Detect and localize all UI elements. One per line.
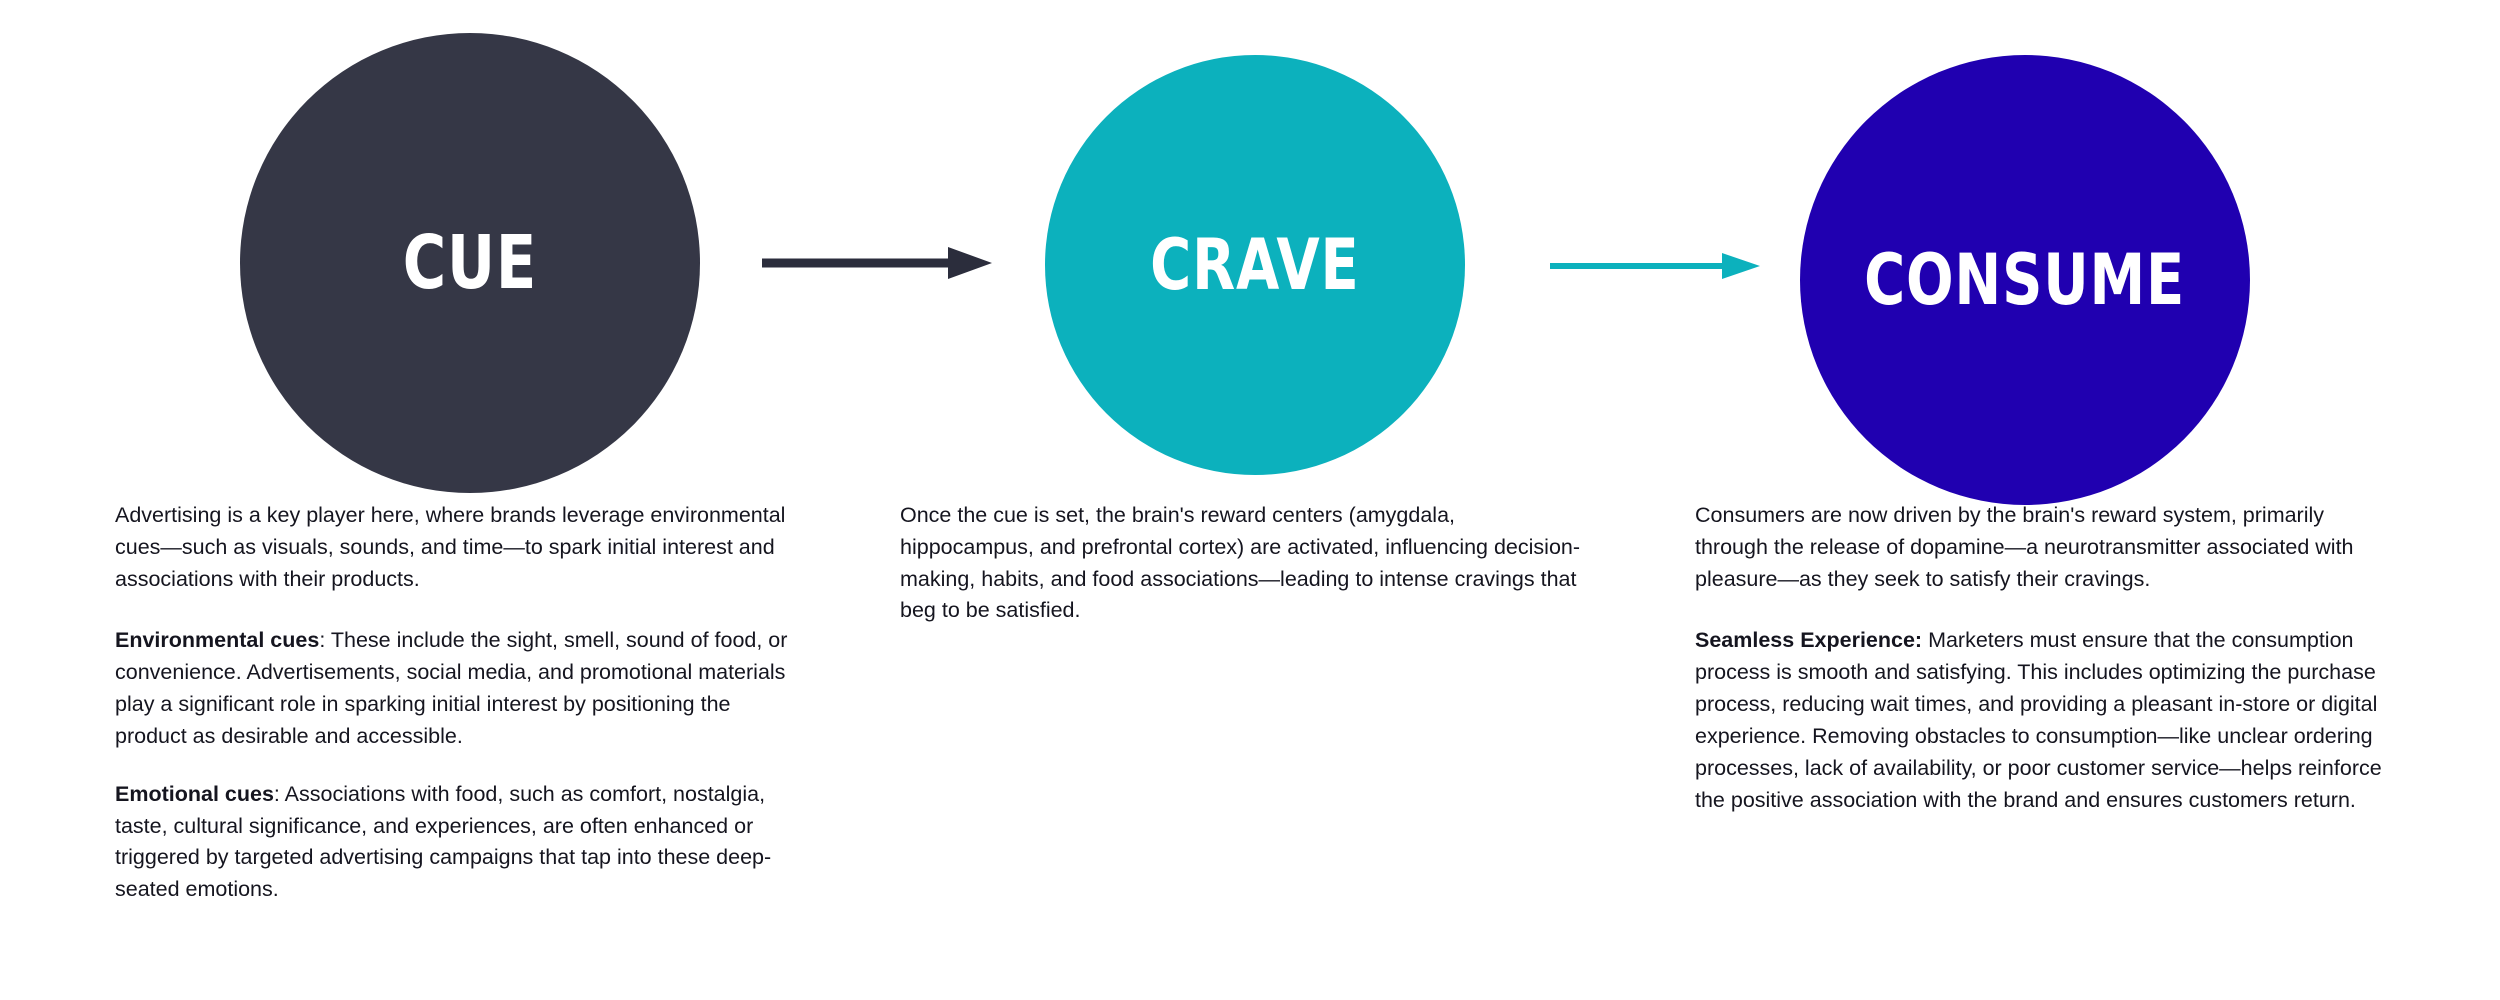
cue-environmental-paragraph [115, 625, 805, 752]
node-cue [240, 33, 700, 493]
cue-lead-paragraph: Advertising is a key player here, where brands leverage environmental cues—such as visuals, sounds, and time—to spark initial interest and associations with their products. [115, 503, 786, 591]
node-cue-label: CUE [402, 220, 538, 306]
arrow-cue-to-crave-icon [762, 243, 992, 283]
node-crave-label: CRAVE [1150, 224, 1360, 306]
node-crave [1045, 55, 1465, 475]
node-consume-label: CONSUME [1864, 239, 2186, 321]
consume-lead-paragraph: Consumers are now driven by the brain's reward system, primarily through the release of dopamine—a neurotransmitter associated with pleasure—as they seek to satisfy their cravings. [1695, 503, 2354, 591]
consume-seamless-text: Marketers must ensure that the consumption process is smooth and satisfying. This includes optimizing the purchase process, reducing wait times, and providing a pleasant in-store or digital experience. Removing obstacles to consumption—like unclear ordering processes, lack of availability, or poor customer service—helps reinforce the positive association with the brand and ensures customers return. [1695, 628, 2382, 812]
consume-seamless-paragraph [1695, 625, 2385, 816]
column-consume [1695, 500, 2385, 816]
column-cue [115, 500, 805, 906]
flow-row [0, 25, 2500, 495]
text-columns [0, 500, 2500, 1000]
cue-emotional-label: Emotional cues [115, 781, 274, 806]
consume-seamless-label: Seamless Experience: [1695, 628, 1923, 653]
cue-environmental-text: : These include the sight, smell, sound of food, or convenience. Advertisements, social media, and promotional materials play a significant role in sparking initial interest by positioning the product as desirable and accessible. [115, 628, 788, 748]
cue-emotional-text: : Associations with food, such as comfort, nostalgia, taste, cultural significance, and experiences, are often enhanced or triggered by targeted advertising campaigns that tap into these deep-seated emotions. [115, 781, 772, 902]
arrow-crave-to-consume-icon [1550, 250, 1760, 282]
cue-environmental-label: Environmental cues [115, 628, 320, 653]
column-crave [900, 500, 1590, 627]
cue-emotional-paragraph [115, 779, 805, 906]
node-consume [1800, 55, 2250, 505]
crave-lead-paragraph: Once the cue is set, the brain's reward centers (amygdala, hippocampus, and prefrontal cortex) are activated, influencing decision-making, habits, and food associations—leading to intense cravings that beg to be satisfied. [900, 503, 1581, 623]
